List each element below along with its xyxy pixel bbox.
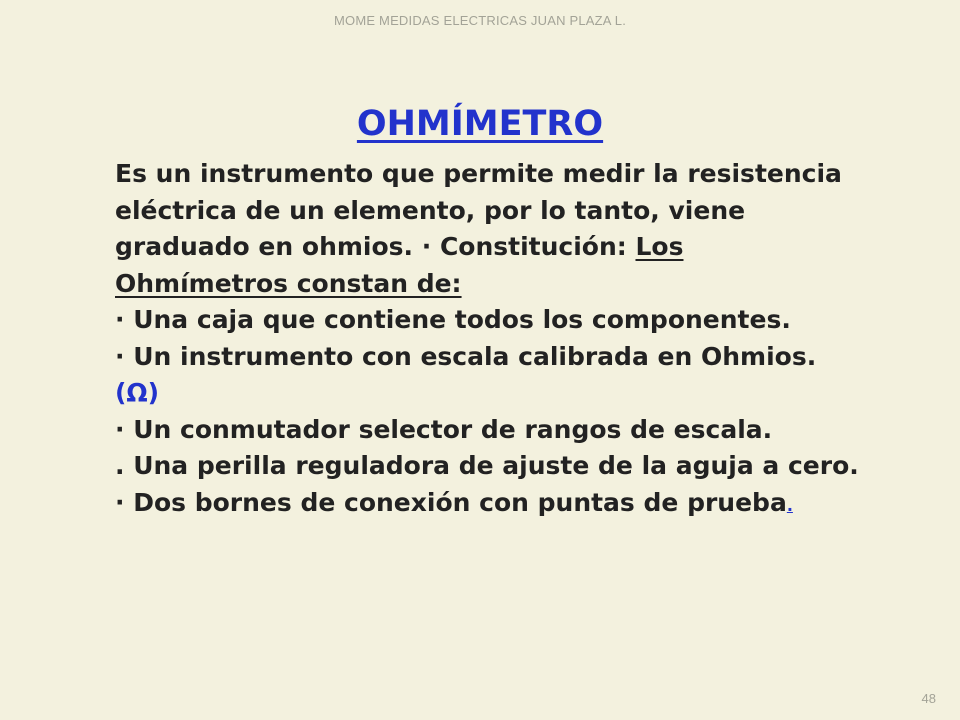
list-item-1: · Una caja que contiene todos los componentes. xyxy=(115,305,791,334)
list-item-2 xyxy=(115,339,860,412)
intro-underlined-text: Los Ohmímetros constan de: xyxy=(115,232,684,298)
ohm-symbol: (Ω) xyxy=(115,378,160,407)
list-item-2-text: · Un instrumento con escala calibrada en Ohmios. xyxy=(115,341,817,371)
page-number: 48 xyxy=(921,691,936,706)
list-item-4: . Una perilla reguladora de ajuste de la aguja a cero. xyxy=(115,451,859,480)
list-item-3: · Un conmutador selector de rangos de escala. xyxy=(115,414,773,444)
period-link[interactable]: . xyxy=(786,495,793,515)
intro-paragraph xyxy=(115,156,860,302)
list-item-5-text: · Dos bornes de conexión con puntas de prueba xyxy=(115,487,787,517)
slide-header: MOME MEDIDAS ELECTRICAS JUAN PLAZA L. xyxy=(333,13,627,28)
intro-text: Es un instrumento que permite medir la resistencia eléctrica de un elemento, por lo tanto, viene graduado en ohmios. · Constitución: xyxy=(115,159,842,261)
list-item-5 xyxy=(115,485,860,525)
slide-title: OHMÍMETRO xyxy=(356,104,604,144)
slide-body xyxy=(115,156,860,524)
